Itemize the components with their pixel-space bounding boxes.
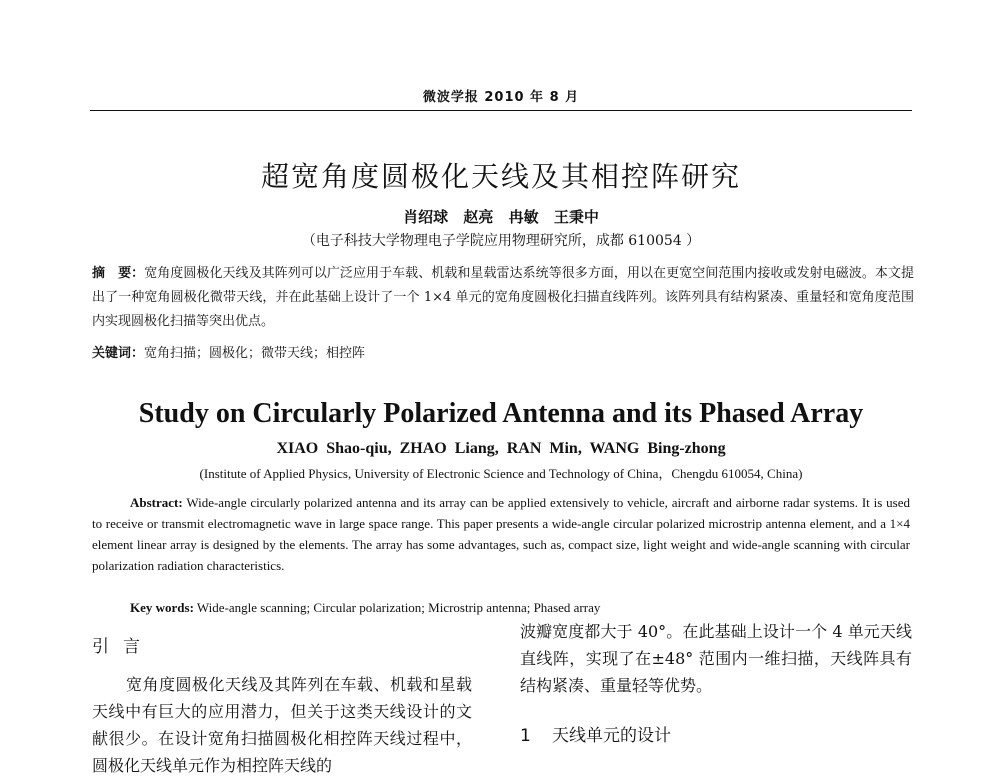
english-abstract-label: Abstract:: [130, 495, 183, 510]
section-1-title: 天线单元的设计: [552, 726, 671, 746]
english-authors: XIAO Shao-qiu, ZHAO Liang, RAN Min, WANG Bing-zhong: [276, 440, 726, 457]
journal-header: 微波学报 2010 年 8 月: [422, 90, 580, 105]
english-abstract-text: Wide-angle circularly polarized antenna and its array can be applied extensively to vehicle, aircraft and airborne radar systems. It is used to receive or transmit electromagnetic wave in large space range. This paper presents a wide-angle circular polarized microstrip antenna element, and a 1×4 element linear array is designed by the elements. The array has some advantages, such as, compact size, light weight and wide-angle scanning with circular polarization radiation characteristics.: [92, 495, 910, 573]
english-keywords: [130, 600, 910, 616]
intro-heading: 引言: [92, 637, 154, 657]
intro-paragraph: 宽角度圆极化天线及其阵列在车载、机载和星载天线中有巨大的应用潜力，但关于这类天线设计的文献很少。在设计宽角扫描圆极化相控阵天线过程中，圆极化天线单元作为相控阵天线的: [92, 675, 472, 775]
chinese-affiliation: （电子科技大学物理电子学院应用物理研究所，成都 610054 ）: [301, 233, 701, 249]
section-1-heading: [520, 721, 912, 746]
chinese-keywords-text: 宽角扫描；圆极化；微带天线；相控阵: [144, 346, 366, 361]
english-affiliation: (Institute of Applied Physics, University of Electronic Science and Technology of China，Chengdu 610054, China): [199, 466, 803, 481]
chinese-keywords-label: 关键词：: [92, 346, 145, 361]
right-column: [520, 618, 912, 746]
english-keywords-label: Key words:: [130, 600, 194, 615]
chinese-abstract-text: 宽角度圆极化天线及其阵列可以广泛应用于车载、机载和星载雷达系统等很多方面，用以在更宽空间范围内接收或发射电磁波。本文提出了一种宽角圆极化微带天线，并在此基础上设计了一个 1×4 单元的宽角度圆极化扫描直线阵列。该阵列具有结构紧凑、重量轻和宽角度范围内实现圆极化扫描等突出优点。: [92, 266, 914, 329]
left-column: [92, 628, 472, 779]
chinese-title: 超宽角度圆极化天线及其相控阵研究: [260, 160, 741, 193]
chinese-abstract-label: 摘 要：: [92, 266, 145, 281]
section-1-number: 1: [520, 726, 531, 746]
chinese-authors: 肖绍球 赵亮 冉敏 王秉中: [403, 208, 599, 226]
right-paragraph: 波瓣宽度都大于 40°。在此基础上设计一个 4 单元天线直线阵，实现了在±48° 范围内一维扫描，天线阵具有结构紧凑、重量轻等优势。: [520, 622, 912, 695]
english-title: Study on Circularly Polarized Antenna and its Phased Array: [138, 398, 864, 429]
header-rule: [90, 110, 912, 111]
english-keywords-text: Wide-angle scanning; Circular polarization; Microstrip antenna; Phased array: [193, 600, 601, 615]
chinese-keywords: [92, 342, 914, 361]
english-abstract: [92, 492, 910, 576]
chinese-abstract: [92, 262, 914, 334]
